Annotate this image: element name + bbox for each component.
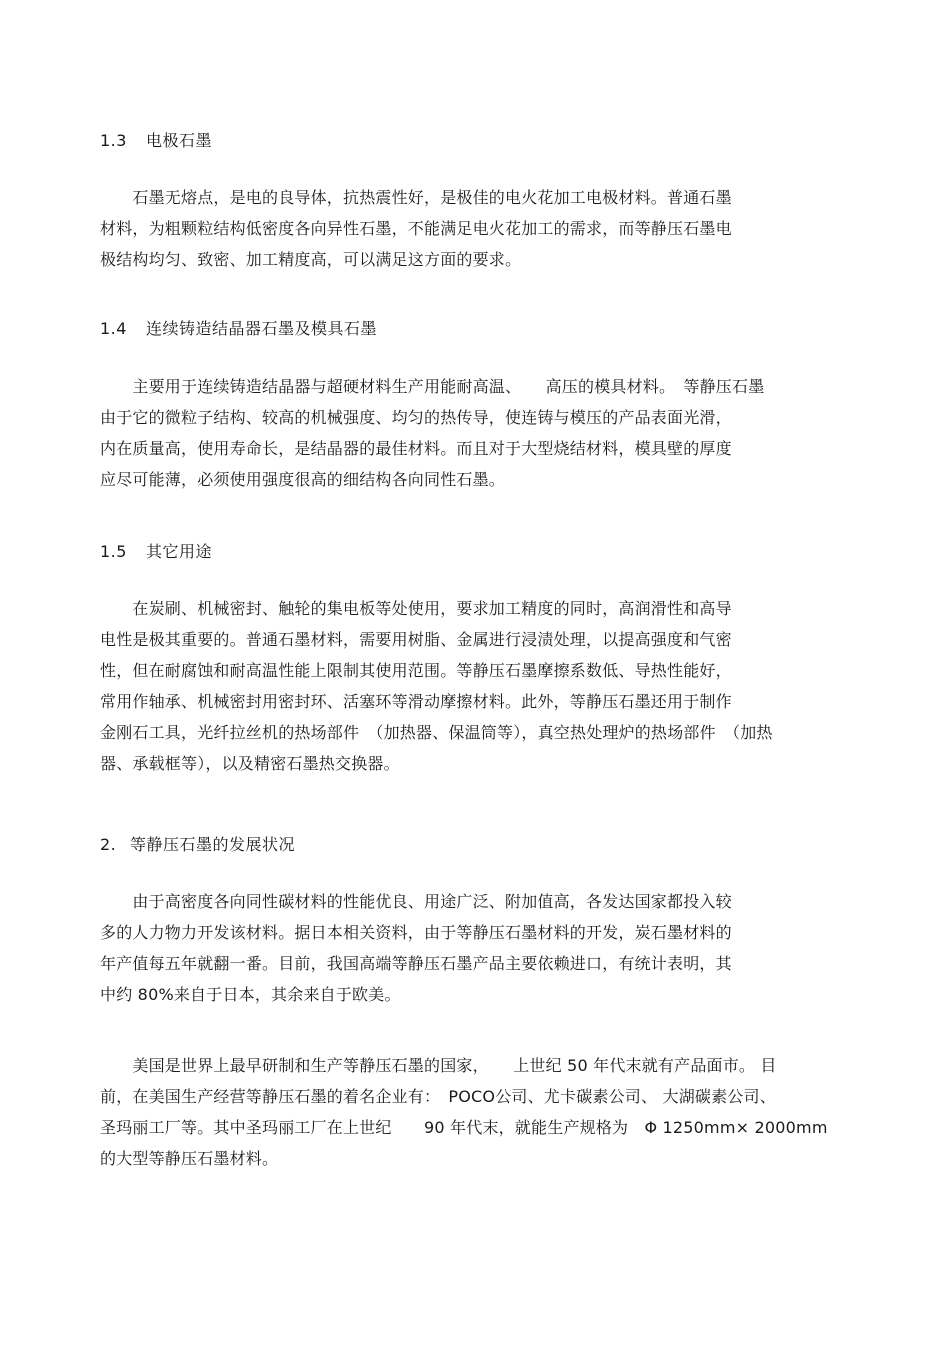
text-line: 由于它的微粒子结构、较高的机械强度、均匀的热传导，使连铸与模压的产品表面光滑， [100,408,732,427]
text-line: 器、承载框等），以及精密石墨热交换器。 [100,754,400,773]
section-number: 1.4 [100,319,127,338]
section-heading-1-5 [100,541,212,563]
section-heading-2 [100,834,295,856]
section-title: 连续铸造结晶器石墨及模具石墨 [146,319,378,338]
text-line: 性，但在耐腐蚀和耐高温性能上限制其使用范围。等静压石墨摩擦系数低、导热性能好， [100,661,732,680]
section-title: 其它用途 [146,542,213,561]
text-line: 常用作轴承、机械密封用密封环、活塞环等滑动摩擦材料。此外，等静压石墨还用于制作 [100,692,732,711]
paragraph-electrode-graphite [100,182,860,275]
text-line: 前，在美国生产经营等静压石墨的着名企业有： POCO公司、尤卡碳素公司、 大湖碳素公司、 [100,1087,776,1106]
text-line: 材料，为粗颗粒结构低密度各向异性石墨，不能满足电火花加工的需求，而等静压石墨电 [100,219,732,238]
text-line: 的大型等静压石墨材料。 [100,1149,279,1168]
text-line: 在炭刷、机械密封、触轮的集电板等处使用，要求加工精度的同时，高润滑性和高导 [100,599,732,618]
text-line: 由于高密度各向同性碳材料的性能优良、用途广泛、附加值高，各发达国家都投入较 [100,892,732,911]
section-heading-1-4 [100,318,377,340]
paragraph-development-status [100,886,860,1010]
section-number: 2. [100,835,117,854]
text-line: 内在质量高，使用寿命长，是结晶器的最佳材料。而且对于大型烧结材料，模具壁的厚度 [100,439,732,458]
text-line: 中约 80%来自于日本，其余来自于欧美。 [100,985,401,1004]
text-line: 电性是极其重要的。普通石墨材料，需要用树脂、金属进行浸渍处理，以提高强度和气密 [100,630,732,649]
paragraph-mold-graphite [100,371,860,495]
text-line: 极结构均匀、致密、加工精度高，可以满足这方面的要求。 [100,250,522,269]
section-heading-1-3 [100,130,212,152]
text-line: 美国是世界上最早研制和生产等静压石墨的国家， 上世纪 50 年代末就有产品面市。 目 [100,1056,777,1075]
section-number: 1.3 [100,131,127,150]
paragraph-other-uses [100,593,860,779]
section-title: 等静压石墨的发展状况 [130,835,296,854]
text-line: 石墨无熔点，是电的良导体，抗热震性好，是极佳的电火花加工电极材料。普通石墨 [100,188,732,207]
text-line: 金刚石工具，光纤拉丝机的热场部件 （加热器、保温筒等），真空热处理炉的热场部件 （加热 [100,723,773,742]
text-line: 年产值每五年就翻一番。目前，我国高端等静压石墨产品主要依赖进口，有统计表明，其 [100,954,732,973]
section-title: 电极石墨 [146,131,213,150]
text-line: 多的人力物力开发该材料。据日本相关资料，由于等静压石墨材料的开发，炭石墨材料的 [100,923,732,942]
paragraph-us-industry [100,1050,860,1174]
text-line: 主要用于连续铸造结晶器与超硬材料生产用能耐高温、 高压的模具材料。 等静压石墨 [100,377,765,396]
text-line: 圣玛丽工厂等。其中圣玛丽工厂在上世纪 90 年代末，就能生产规格为 Φ 1250mm× 2000mm [100,1118,828,1137]
section-number: 1.5 [100,542,127,561]
text-line: 应尽可能薄，必须使用强度很高的细结构各向同性石墨。 [100,470,506,489]
